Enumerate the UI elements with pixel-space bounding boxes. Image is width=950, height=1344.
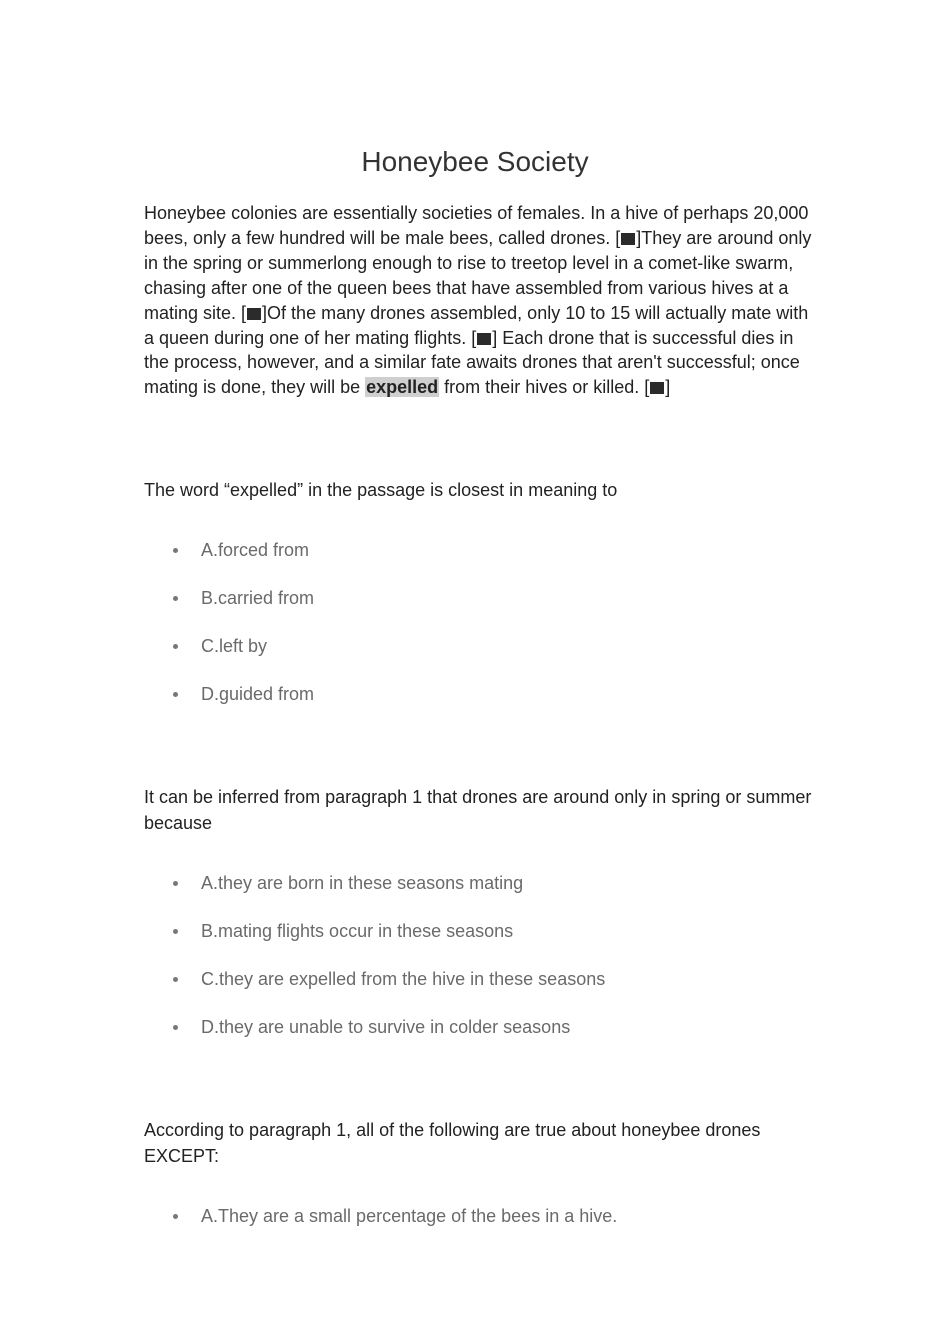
- option-d[interactable]: [144, 1015, 814, 1063]
- highlighted-word: expelled: [366, 377, 439, 398]
- insert-square-icon: [621, 233, 635, 245]
- option-c[interactable]: [144, 634, 814, 682]
- option-b[interactable]: [144, 919, 814, 967]
- passage-text-2: ]They are around only in the spring or summerlong enough to rise to treetop level in a comet-like swarm, chasing after one of the queen bees that have assembled from various hives at a mating site. [: [144, 227, 812, 323]
- passage-text-4: ] Each drone that is successful dies in the process, however, and a similar fate awaits drones that aren't successful; once mating is done, they will be: [144, 327, 800, 398]
- option-label: A.They are a small percentage of the bees in a hive.: [201, 1206, 618, 1226]
- option-label: C.left by: [201, 636, 268, 656]
- question-3-text: According to paragraph 1, all of the following are true about honeybee drones EXCEPT:: [144, 1120, 761, 1166]
- bullet-icon: [173, 977, 178, 982]
- page-title: Honeybee Society: [361, 146, 589, 177]
- option-a[interactable]: [144, 871, 814, 919]
- insert-square-icon: [650, 382, 664, 394]
- question-3-options: [144, 1204, 814, 1252]
- question-2-options: [144, 871, 814, 1063]
- passage-text-1: Honeybee colonies are essentially societies of females. In a hive of perhaps 20,000 bees, only a few hundred will be male bees, called drones. [: [144, 203, 809, 248]
- option-label: A.they are born in these seasons mating: [201, 873, 524, 893]
- bullet-icon: [173, 881, 178, 886]
- option-label: B.carried from: [201, 588, 315, 608]
- option-a[interactable]: [144, 538, 814, 586]
- bullet-icon: [173, 548, 178, 553]
- question-1-options: [144, 538, 814, 730]
- option-c[interactable]: [144, 967, 814, 1015]
- option-label: D.guided from: [201, 684, 315, 704]
- passage-text-6: ]: [665, 377, 671, 398]
- passage-text-5: from their hives or killed. [: [439, 377, 650, 398]
- question-1-text: The word “expelled” in the passage is closest in meaning to: [144, 480, 618, 500]
- option-d[interactable]: [144, 682, 814, 730]
- option-label: B.mating flights occur in these seasons: [201, 921, 514, 941]
- insert-square-icon: [477, 333, 491, 345]
- passage-paragraph: [144, 201, 814, 400]
- bullet-icon: [173, 1214, 178, 1219]
- question-2-text: It can be inferred from paragraph 1 that drones are around only in spring or summer because: [144, 787, 812, 833]
- option-a[interactable]: [144, 1204, 814, 1252]
- option-label: D.they are unable to survive in colder seasons: [201, 1017, 571, 1037]
- bullet-icon: [173, 692, 178, 697]
- insert-square-icon: [247, 308, 261, 320]
- bullet-icon: [173, 1025, 178, 1030]
- option-label: A.forced from: [201, 540, 310, 560]
- bullet-icon: [173, 644, 178, 649]
- option-b[interactable]: [144, 586, 814, 634]
- passage-text-3: ]Of the many drones assembled, only 10 to 15 will actually mate with a queen during one of her mating flights. [: [144, 302, 809, 348]
- bullet-icon: [173, 596, 178, 601]
- option-label: C.they are expelled from the hive in these seasons: [201, 969, 606, 989]
- bullet-icon: [173, 929, 178, 934]
